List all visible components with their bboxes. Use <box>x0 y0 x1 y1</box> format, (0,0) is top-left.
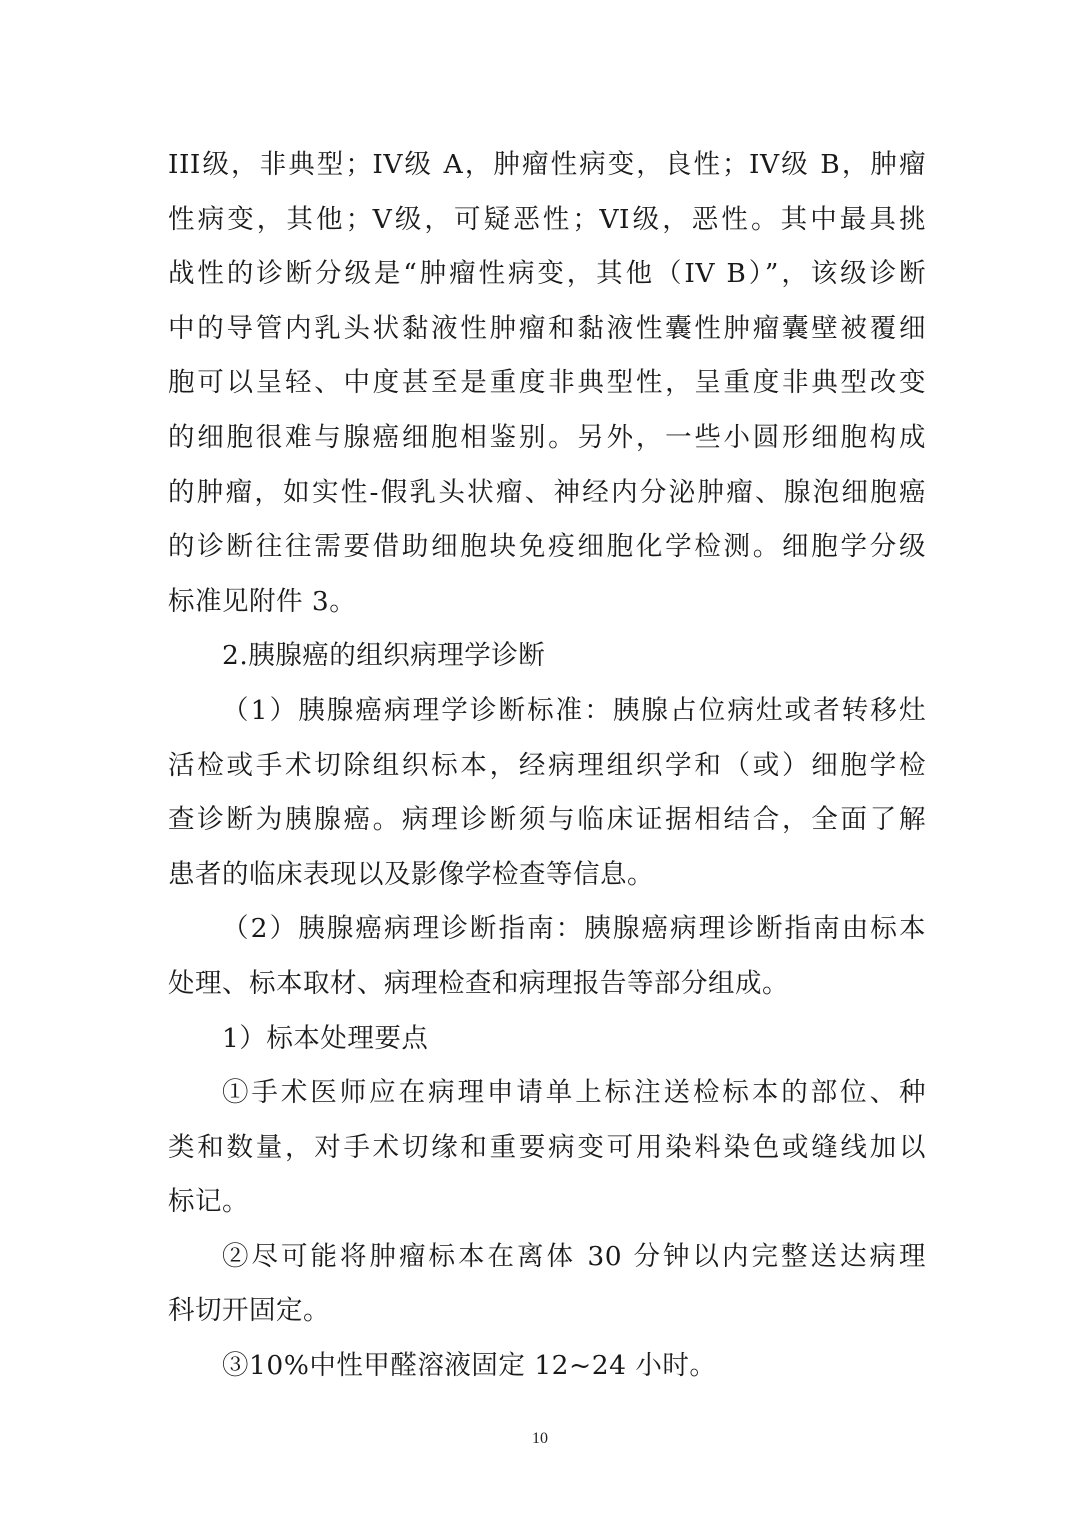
text-line: 标记。 <box>168 1186 249 1218</box>
text-line: （1）胰腺癌病理学诊断标准：胰腺占位病灶或者转移灶 <box>222 694 926 726</box>
list-item-circle-3 <box>168 1339 926 1394</box>
text-line: III级，非典型；IV级 A，肿瘤性病变，良性；IV级 B，肿瘤 <box>168 149 926 180</box>
page-number: 10 <box>532 1430 548 1447</box>
item-heading-specimen-handling <box>168 1012 926 1067</box>
paragraph-diagnostic-guideline <box>168 902 926 1011</box>
text-line: （2）胰腺癌病理诊断指南：胰腺癌病理诊断指南由标本 <box>222 913 926 945</box>
text-line: 查诊断为胰腺癌。病理诊断须与临床证据相结合，全面了解 <box>168 804 926 836</box>
text-line: 的细胞很难与腺癌细胞相鉴别。另外，一些小圆形细胞构成 <box>168 421 926 453</box>
text-line: 的诊断往往需要借助细胞块免疫细胞化学检测。细胞学分级 <box>168 531 926 563</box>
text-line: 类和数量，对手术切缘和重要病变可用染料染色或缝线加以 <box>168 1131 926 1163</box>
item-heading-text: 1）标本处理要点 <box>222 1022 429 1054</box>
text-line: 标准见附件 3。 <box>168 585 357 617</box>
text-line: 性病变，其他；V级，可疑恶性；VI级，恶性。其中最具挑 <box>168 203 926 235</box>
text-line: ②尽可能将肿瘤标本在离体 30 分钟以内完整送达病理 <box>222 1240 926 1272</box>
text-line: ③10%中性甲醛溶液固定 12~24 小时。 <box>222 1350 717 1382</box>
text-line: 活检或手术切除组织标本，经病理组织学和（或）细胞学检 <box>168 749 926 781</box>
text-line: 患者的临床表现以及影像学检查等信息。 <box>168 858 654 890</box>
text-line: ①手术医师应在病理申请单上标注送检标本的部位、种 <box>222 1077 926 1109</box>
document-page <box>168 138 926 1394</box>
paragraph-diagnostic-criteria <box>168 684 926 902</box>
text-line: 中的导管内乳头状黏液性肿瘤和黏液性囊性肿瘤囊壁被覆细 <box>168 312 926 344</box>
list-item-circle-2 <box>168 1230 926 1339</box>
text-line: 科切开固定。 <box>168 1295 330 1327</box>
text-line: 处理、标本取材、病理检查和病理报告等部分组成。 <box>168 967 789 999</box>
list-item-circle-1 <box>168 1066 926 1230</box>
section-heading-histopathology <box>168 629 926 684</box>
text-line: 胞可以呈轻、中度甚至是重度非典型性，呈重度非典型改变 <box>168 367 926 399</box>
section-heading-text: 2.胰腺癌的组织病理学诊断 <box>222 640 546 672</box>
text-line: 战性的诊断分级是“肿瘤性病变，其他（IV B）”，该级诊断 <box>168 258 926 290</box>
text-line: 的肿瘤，如实性-假乳头状瘤、神经内分泌肿瘤、腺泡细胞癌 <box>168 476 926 508</box>
paragraph-grading-continuation <box>168 138 926 629</box>
